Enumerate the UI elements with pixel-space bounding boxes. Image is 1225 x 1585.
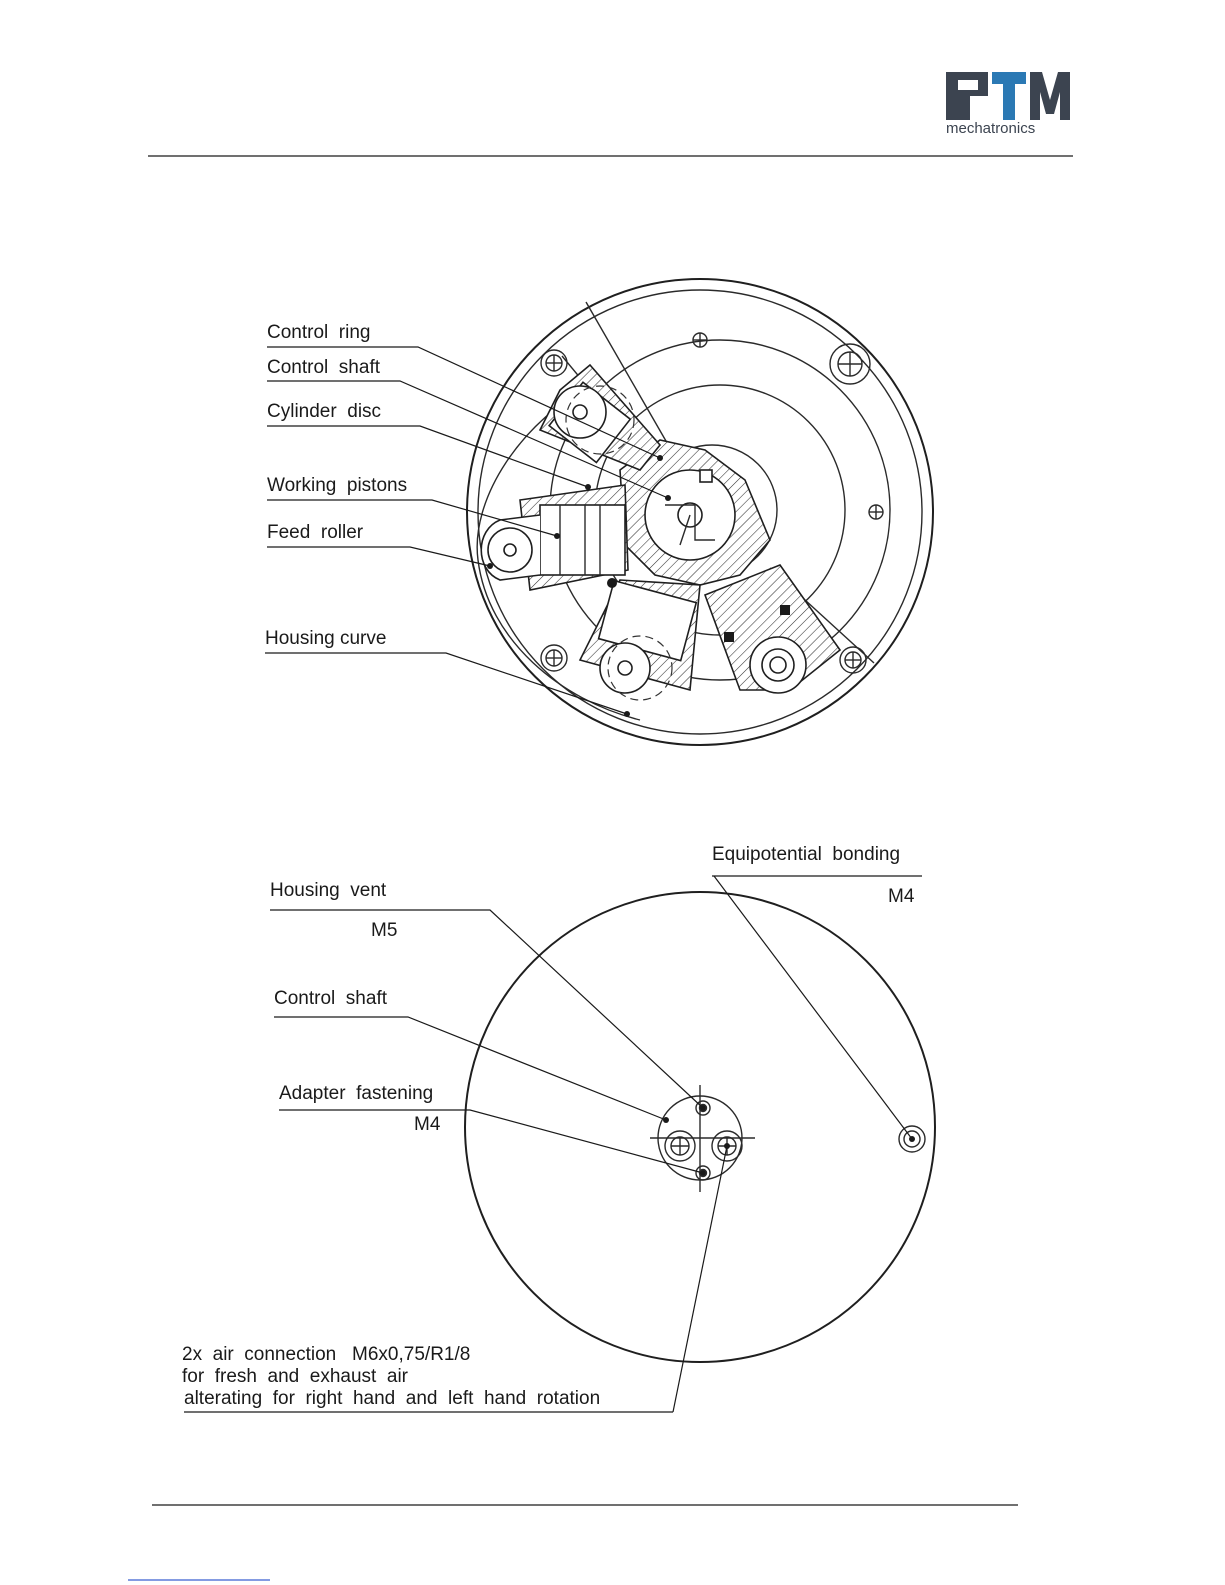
label-feed-roller: Feed roller	[267, 522, 364, 543]
label-cylinder-disc: Cylinder disc	[267, 401, 382, 422]
label-adapter-fastening: Adapter fastening	[279, 1083, 434, 1104]
air-port-left	[665, 1131, 695, 1161]
label-housing-vent-thread: M5	[371, 920, 398, 941]
label-adapter-thread: M4	[414, 1114, 441, 1135]
label-equipotential-bonding: Equipotential bonding	[712, 844, 901, 865]
label-control-ring: Control ring	[267, 322, 371, 343]
ptm-logo	[946, 72, 1070, 137]
label-working-pistons: Working pistons	[267, 475, 408, 496]
label-control-shaft-bottom: Control shaft	[274, 988, 387, 1009]
label-air-connection-line3: alterating for right hand and left hand rotation	[184, 1388, 601, 1409]
motor-cross-section	[467, 279, 933, 745]
label-air-connection-line1: 2x air connection M6x0,75/R1/8	[182, 1344, 471, 1365]
screw-upper-right-large	[830, 344, 870, 384]
label-control-shaft-top: Control shaft	[267, 357, 380, 378]
label-housing-vent: Housing vent	[270, 880, 387, 901]
screw-right	[869, 505, 883, 519]
screw-lower-right	[840, 647, 866, 673]
bottom-view-callouts	[182, 844, 922, 1412]
screw-lower-left	[541, 645, 567, 671]
label-equipotential-thread: M4	[888, 886, 915, 907]
screw-upper-left	[541, 350, 567, 376]
working-piston	[540, 505, 625, 575]
logo-subtitle: mechatronics	[946, 120, 1036, 137]
motor-bottom-view	[465, 892, 935, 1362]
label-air-connection-line2: for fresh and exhaust air	[182, 1366, 409, 1387]
label-housing-curve: Housing curve	[265, 628, 387, 649]
screw-top	[693, 333, 707, 347]
